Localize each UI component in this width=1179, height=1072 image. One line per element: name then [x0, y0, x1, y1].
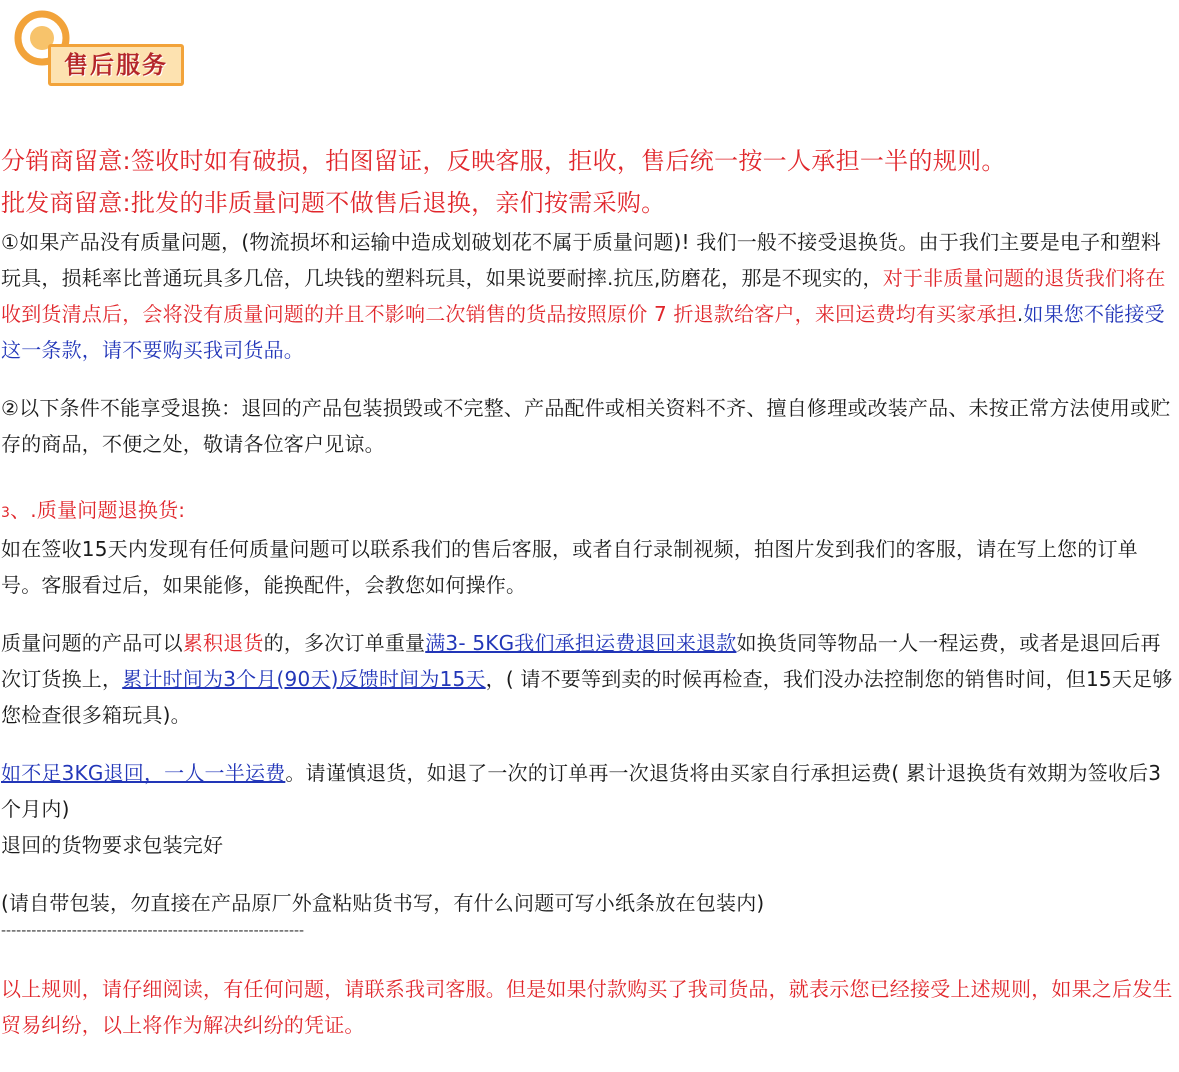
- section-3-paragraph-2: [1, 625, 1175, 733]
- footer-disclaimer: 以上规则，请仔细阅读，有任何问题，请联系我司客服。但是如果付款购买了我司货品，就表示您已经接受上述规则，如果之后发生贸易纠纷，以上将作为解决纠纷的凭证。: [1, 977, 1173, 1037]
- p2-text-d: ，( 请不要等到卖的时候再检查，我们没办法控制您的销售时间，但15天足够您检查很多箱玩具)。: [1, 667, 1173, 727]
- policy-section-2: ②以下条件不能享受退换：退回的产品包装损毁或不完整、产品配件或相关资料不齐、擅自修理或改装产品、未按正常方法使用或贮存的商品，不便之处，敬请各位客户见谅。: [1, 396, 1171, 456]
- time-limit-link[interactable]: 累计时间为3个月(90天)反馈时间为15天: [122, 667, 486, 691]
- section-3-heading-text: 、.质量问题退换货:: [10, 498, 186, 522]
- section-1-red-text: 对于非质量问题的退货我们将在收到货清点后，会将没有质量问题的并且不影响二次销售的货品按照原价 7 折退款给客户，来回运费均有买家承担: [1, 266, 1166, 326]
- shipping-threshold-link[interactable]: 满3- 5KG我们承担运费退回来退款: [425, 631, 737, 655]
- packaging-note: (请自带包装，勿直接在产品原厂外盒粘贴货书写，有什么问题可写小纸条放在包装内): [1, 891, 765, 915]
- policy-content: [1, 140, 1175, 1043]
- p2-text-a: 质量问题的产品可以: [1, 631, 183, 655]
- wholesaler-notice: 批发商留意:批发的非质量问题不做售后退换，亲们按需采购。: [1, 189, 666, 217]
- p2-text-c: 如换货同等物品一人一程运费，或者是退回后再次订货换上，: [1, 631, 1161, 691]
- section-3-number: 3: [1, 505, 11, 521]
- p2-text-b: 的，多次订单重量: [263, 631, 426, 655]
- policy-section-1: [1, 224, 1175, 368]
- after-sales-logo: [12, 6, 182, 88]
- distributor-notice: 分销商留意:签收时如有破损，拍图留证，反映客服，拒收，售后统一按一人承担一半的规则。: [1, 147, 1006, 175]
- logo-label: 售后服务: [48, 44, 184, 86]
- p3-text-a: 。请谨慎退货，如退了一次的订单再一次退货将由买家自行承担运费( 累计退换货有效期为签收后3个月内): [1, 761, 1162, 821]
- section-1-period: .: [1016, 302, 1024, 326]
- section-1-blue-text: 如果您不能接受这一条款，请不要购买我司货品。: [1, 302, 1165, 362]
- section-3-paragraph-1: 如在签收15天内发现有任何质量问题可以联系我们的售后客服，或者自行录制视频，拍图片发到我们的客服，请在写上您的订单号。客服看过后，如果能修，能换配件，会教您如何操作。: [1, 537, 1138, 597]
- section-1-text: ①如果产品没有质量问题，(物流损坏和运输中造成划破划花不属于质量问题)! 我们一般不接受退换货。由于我们主要是电子和塑料玩具，损耗率比普通玩具多几倍，几块钱的塑料玩具，如果说要耐摔.抗压,防磨花，那是不现实的，: [1, 230, 1161, 290]
- divider-line: ------------------------------------------------------------: [1, 923, 305, 939]
- packaging-requirement: 退回的货物要求包装完好: [1, 833, 224, 857]
- p2-cumulative-return: 累积退货: [182, 631, 264, 655]
- half-shipping-link[interactable]: 如不足3KG退回，一人一半运费: [1, 761, 286, 785]
- section-3-paragraph-3: [1, 755, 1175, 827]
- section-3-heading: [1, 492, 1175, 531]
